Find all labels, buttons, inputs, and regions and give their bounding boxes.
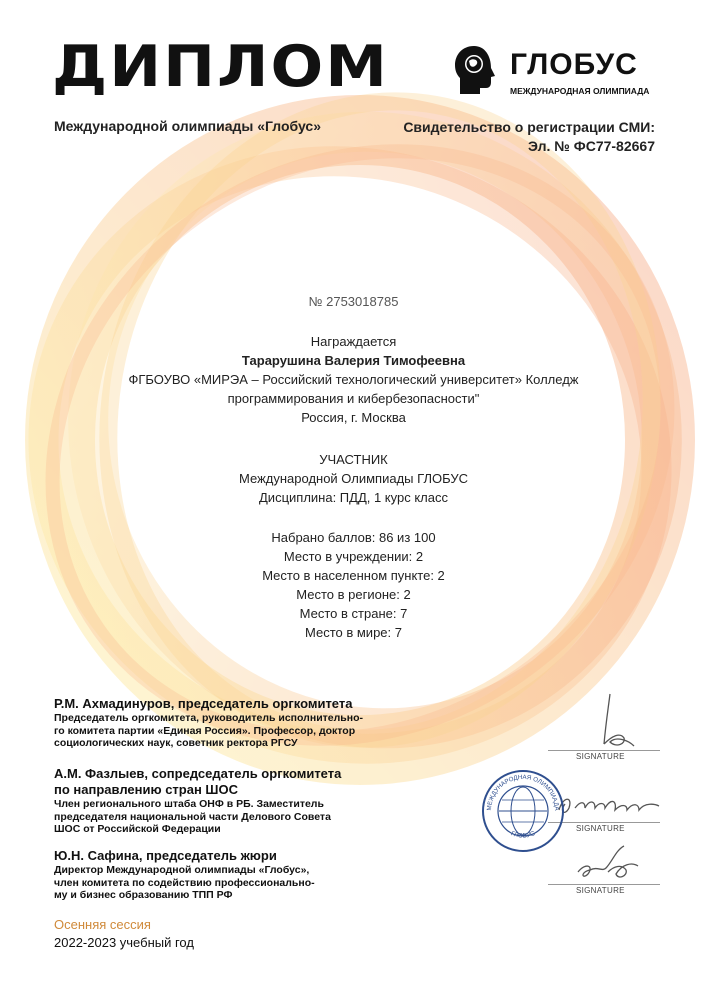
registration-line2: Эл. № ФС77-82667 — [527, 138, 655, 154]
score: Набрано баллов: 86 из 100 — [271, 530, 436, 545]
signatory-desc-line1: Член регионального штаба ОНФ в РБ. Заместитель — [54, 798, 324, 810]
signatory-desc-line3: ШОС от Российской Федерации — [54, 823, 221, 835]
svg-text:ГЛОБУС — [510, 830, 536, 840]
discipline: Дисциплина: ПДД, 1 курс класс — [259, 490, 448, 505]
signatory-jury-chair — [54, 848, 434, 902]
signature-line-1 — [548, 750, 660, 751]
olympiad-subtitle: Международной олимпиады «Глобус» — [54, 118, 321, 134]
signatory-name: Р.М. Ахмадинуров, председатель оргкомитета — [54, 696, 353, 711]
signature-label-1: SIGNATURE — [576, 752, 625, 761]
signatory-name-line1: А.М. Фазлыев, сопредседатель оргкомитета — [54, 766, 342, 781]
recipient-name: Тарарушина Валерия Тимофеевна — [241, 353, 466, 368]
stamp-bottom-text: ГЛОБУС — [509, 830, 537, 840]
organization-line2: программирования и кибербезопасности" — [227, 391, 480, 406]
signature-line-3 — [548, 884, 660, 885]
signatory-desc-line3: социологических наук, советник ректора РГСУ — [54, 737, 298, 749]
signatory-name-line2: по направлению стран ШОС — [54, 782, 238, 797]
olympiad-name: Международной Олимпиады ГЛОБУС — [239, 471, 468, 486]
location: Россия, г. Москва — [301, 410, 406, 425]
place-world: Место в мире: 7 — [305, 625, 402, 640]
place-institution: Место в учреждении: 2 — [283, 549, 424, 564]
stamp-top-text: МЕЖДУНАРОДНАЯ ОЛИМПИАДА — [485, 773, 561, 811]
signatory-desc-line2: член комитета по содействию профессионально- — [54, 876, 315, 889]
academic-year: 2022-2023 учебный год — [54, 935, 194, 950]
signatory-desc-line2: го комитета партии «Единая Россия». Профессор, доктор — [54, 724, 356, 737]
logo-subtitle: МЕЖДУНАРОДНАЯ ОЛИМПИАДА — [510, 86, 650, 96]
signatory-chairman — [54, 696, 434, 750]
signature-label-3: SIGNATURE — [576, 886, 625, 895]
place-region: Место в регионе: 2 — [296, 587, 411, 602]
award-block — [0, 332, 707, 427]
registration-line1: Свидетельство о регистрации СМИ: — [403, 119, 655, 135]
place-country: Место в стране: 7 — [299, 606, 408, 621]
role-block — [0, 450, 707, 507]
logo-brand: ГЛОБУС — [510, 48, 638, 81]
head-globe-icon — [452, 44, 502, 98]
status: УЧАСТНИК — [319, 452, 388, 467]
organization-line1: ФГБОУВО «МИРЭА – Российский технологический университет» Колледж — [128, 372, 579, 387]
signatory-co-chairman — [54, 766, 434, 836]
signature-1 — [590, 692, 640, 752]
signature-label-2: SIGNATURE — [576, 824, 625, 833]
awarded-label: Награждается — [310, 334, 397, 349]
signatory-desc-line2: председателя национальной части Делового Совета — [54, 810, 331, 823]
signature-3 — [572, 842, 642, 886]
signature-2 — [555, 790, 665, 820]
diploma-title: ДИПЛОМ — [52, 32, 389, 100]
olympiad-stamp — [480, 768, 566, 854]
session-label: Осенняя сессия — [54, 917, 151, 932]
signatory-name: Ю.Н. Сафина, председатель жюри — [54, 848, 277, 863]
signatory-desc-line3: му и бизнес образованию ТПП РФ — [54, 889, 233, 901]
globus-logo — [452, 44, 662, 100]
results-block — [0, 528, 707, 642]
signatory-desc-line1: Председатель оргкомитета, руководитель исполнительно- — [54, 712, 364, 724]
registration-info — [403, 118, 655, 156]
signatory-desc-line1: Директор Международной олимпиады «Глобус», — [54, 864, 310, 876]
diploma-number: № 2753018785 — [308, 294, 399, 309]
place-locality: Место в населенном пункте: 2 — [262, 568, 445, 583]
